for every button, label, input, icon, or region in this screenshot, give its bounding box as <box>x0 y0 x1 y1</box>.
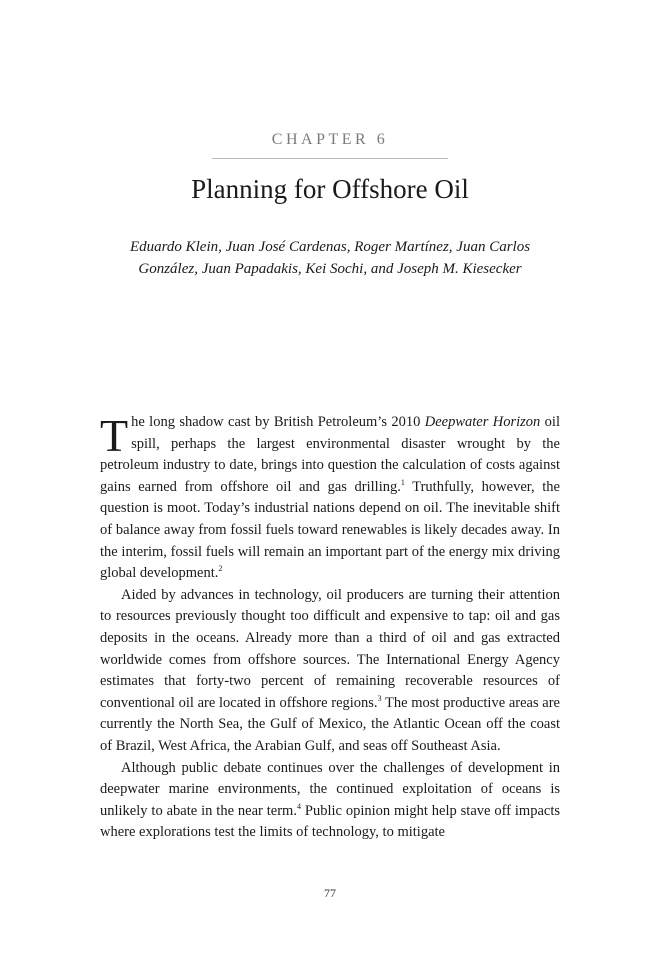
paragraph-2-text-a: Aided by advances in technology, oil producers are turning their attention to resources previously thought too difficult and expensive to tap: oil and gas deposits in the oceans. Already more than a third of oil and gas extracted worldwide comes from offshore sources. The International Energy Agency estimates that forty-two percent of remaining recoverable resources of conventional oil are located in offshore regions. <box>100 586 560 711</box>
page-number: 77 <box>324 886 336 900</box>
drop-cap: T <box>100 410 129 461</box>
footnote-ref-2[interactable]: 2 <box>218 564 223 574</box>
paragraph-3 <box>100 758 560 844</box>
paragraph-1-text-b: oil spill, perhaps the largest environmental disaster wrought by the petroleum industry to date, brings into question the calculation of costs against gains earned from offshore oil and gas drilling. <box>100 414 560 495</box>
footnote-ref-4[interactable]: 4 <box>296 801 301 811</box>
paragraph-1 <box>100 412 560 585</box>
chapter-authors: Eduardo Klein, Juan José Cardenas, Roger Martínez, Juan Carlos González, Juan Papadakis, Kei Sochi, and Joseph M. Kiesecker <box>129 239 531 277</box>
paragraph-3-text-a: Although public debate continues over the challenges of development in deepwater marine environments, the continued exploitation of oceans is unlikely to abate in the near term. <box>100 759 560 819</box>
footnote-ref-3[interactable]: 3 <box>377 693 382 703</box>
body-text <box>100 412 560 844</box>
chapter-label: CHAPTER 6 <box>271 131 389 148</box>
paragraph-2-text-b: The most productive areas are currently the North Sea, the Gulf of Mexico, the Atlantic Ocean off the coast of Brazil, West Africa, the Arabian Gulf, and seas off Southeast Asia. <box>100 694 560 754</box>
paragraph-2 <box>100 585 560 758</box>
footnote-ref-1[interactable]: 1 <box>400 477 405 487</box>
paragraph-1-text-a: he long shadow cast by British Petroleum’s 2010 <box>131 414 425 430</box>
chapter-divider <box>212 158 448 159</box>
paragraph-3-text-b: Public opinion might help stave off impacts where explorations test the limits of technology, to mitigate <box>100 802 561 841</box>
ship-name-italic: Deepwater Horizon <box>424 414 541 430</box>
paragraph-1-text-c: Truthfully, however, the question is moot. Today’s industrial nations depend on oil. The inevitable shift of balance away from fossil fuels toward renewables is likely decades away. In the interim, fossil fuels will remain an important part of the energy mix driving global development. <box>100 478 560 582</box>
chapter-title: Planning for Offshore Oil <box>191 174 469 204</box>
